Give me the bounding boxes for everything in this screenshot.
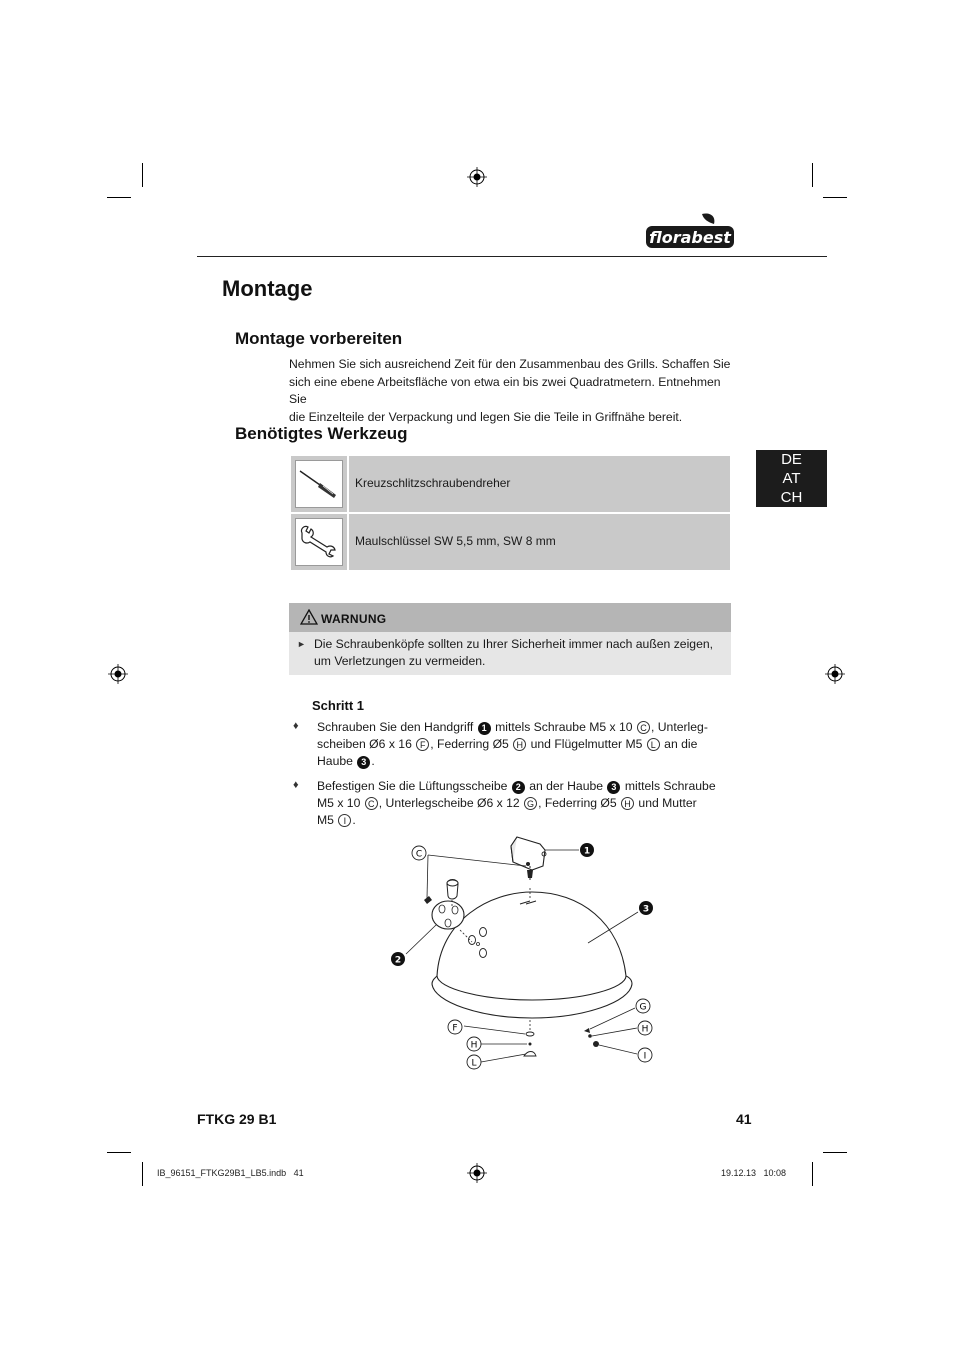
step-title: Schritt 1	[312, 698, 365, 713]
text-line: sich eine ebene Arbeitsfläche von etwa ein bis zwei Quadratmetern. Entnehmen Sie	[289, 374, 721, 406]
ref-badge: 2	[512, 781, 525, 794]
label-2	[391, 952, 405, 966]
tool-label: Kreuzschlitzschraubendreher	[355, 476, 511, 490]
text-segment: Haube	[317, 754, 353, 768]
ref-badge: 1	[478, 722, 491, 735]
screwdriver-icon	[296, 461, 342, 507]
tool-icon-frame	[295, 460, 343, 508]
svg-text:L: L	[471, 1058, 477, 1069]
warning-triangle-icon	[300, 609, 318, 625]
text-line: die Einzelteile der Verpackung und legen Sie die Teile in Griffnähe bereit.	[289, 409, 683, 424]
assembly-figure	[380, 830, 670, 1075]
text-segment: .	[352, 813, 356, 827]
label-3	[639, 901, 653, 915]
page-title: Montage	[222, 276, 313, 301]
text-segment: mittels Schraube	[624, 779, 716, 793]
text-segment: , Federring Ø5	[538, 796, 617, 810]
ref-letter: H	[621, 797, 634, 810]
tool-row	[291, 514, 730, 570]
label-i	[638, 1048, 652, 1062]
crop-mark	[812, 1162, 813, 1186]
warning-header	[289, 603, 731, 632]
lang-ch: CH	[780, 489, 803, 506]
registration-mark-icon	[825, 664, 845, 684]
svg-text:2: 2	[394, 955, 402, 966]
ref-letter: F	[416, 738, 429, 751]
text-line	[317, 795, 727, 812]
ref-badge: 3	[607, 781, 620, 794]
text-segment: und Mutter	[638, 796, 697, 810]
text-segment: mittels Schraube M5 x 10	[495, 720, 633, 734]
text-line: Nehmen Sie sich ausreichend Zeit für den Zusammenbau des Grills. Schaffen Sie	[289, 357, 731, 371]
bullet-icon: ♦	[293, 779, 299, 791]
ref-letter: H	[513, 738, 526, 751]
text-segment: M5	[317, 813, 334, 827]
svg-text:G: G	[639, 1002, 647, 1013]
label-h	[638, 1021, 652, 1035]
ref-letter: G	[524, 797, 537, 810]
lid-rim-inner	[437, 976, 626, 1000]
text-segment: , Unterlegscheibe Ø6 x 12	[378, 796, 520, 810]
crop-mark	[823, 197, 847, 198]
lang-at: AT	[782, 470, 801, 487]
page-number: 41	[736, 1111, 752, 1127]
text-line	[317, 736, 727, 753]
warning-text	[314, 636, 724, 670]
label-h	[467, 1037, 481, 1051]
tool-divider	[347, 514, 349, 570]
arrow-bullet-icon: ►	[297, 639, 306, 649]
registration-mark-icon	[467, 167, 487, 187]
svg-text:I: I	[643, 1051, 647, 1062]
text-segment: scheiben Ø6 x 16	[317, 737, 412, 751]
crop-mark	[812, 163, 813, 187]
language-tab	[756, 450, 827, 507]
vent-hole	[480, 928, 487, 937]
crop-mark	[107, 197, 131, 198]
label-1	[580, 843, 594, 857]
ref-letter: C	[365, 797, 378, 810]
step-instruction	[317, 719, 727, 770]
text-line	[317, 753, 727, 770]
screw-hole	[477, 943, 480, 946]
wrench-icon	[296, 519, 342, 565]
header-rule	[197, 256, 827, 257]
lid-dome	[437, 892, 626, 976]
svg-text:3: 3	[642, 904, 650, 915]
label-f	[448, 1020, 462, 1034]
vent-hole	[480, 949, 487, 958]
registration-mark-icon	[467, 1163, 487, 1183]
svg-text:H: H	[470, 1040, 478, 1051]
print-slug-file: IB_96151_FTKG29B1_LB5.indb 41	[157, 1168, 304, 1178]
crop-mark	[107, 1152, 131, 1153]
tool-icon-frame	[295, 518, 343, 566]
section-heading-prepare: Montage vorbereiten	[235, 329, 403, 348]
text-line: Die Schraubenköpfe sollten zu Ihrer Sicherheit immer nach außen zeigen,	[314, 637, 714, 651]
svg-text:1: 1	[583, 846, 591, 857]
svg-text:C: C	[415, 849, 423, 860]
svg-text:H: H	[641, 1024, 649, 1035]
crop-mark	[823, 1152, 847, 1153]
crop-mark	[142, 1162, 143, 1186]
ref-letter: I	[338, 814, 351, 827]
footer-model: FTKG 29 B1	[197, 1111, 277, 1127]
text-segment: M5 x 10	[317, 796, 361, 810]
tool-label: Maulschlüssel SW 5,5 mm, SW 8 mm	[355, 534, 556, 548]
text-segment: , Unterleg-	[650, 720, 708, 734]
text-segment: Befestigen Sie die Lüftungsscheibe	[317, 779, 508, 793]
bullet-icon: ♦	[293, 720, 299, 732]
registration-mark-icon	[108, 664, 128, 684]
crop-mark	[142, 163, 143, 187]
text-line: um Verletzungen zu vermeiden.	[314, 654, 486, 668]
print-slug-datetime: 19.12.13 10:08	[721, 1168, 787, 1178]
text-segment: an die	[664, 737, 698, 751]
logo-text: florabest	[649, 228, 731, 247]
section-heading-tools: Benötigtes Werkzeug	[235, 424, 408, 443]
step-instruction	[317, 778, 727, 829]
lid-rim-outer	[432, 976, 632, 1018]
svg-text:F: F	[452, 1023, 458, 1034]
ref-badge: 3	[357, 756, 370, 769]
text-segment: an der Haube	[529, 779, 604, 793]
tool-row	[291, 456, 730, 512]
label-g	[636, 999, 650, 1013]
tool-divider	[347, 456, 349, 512]
warning-body	[289, 632, 731, 675]
florabest-logo	[644, 212, 736, 250]
text-segment: und Flügelmutter M5	[530, 737, 643, 751]
text-line	[317, 719, 727, 736]
label-l	[467, 1055, 481, 1069]
ref-letter: L	[647, 738, 660, 751]
text-line	[317, 778, 727, 795]
vent-disk	[432, 901, 464, 929]
text-segment: Schrauben Sie den Handgriff	[317, 720, 474, 734]
warning-title: WARNUNG	[321, 612, 387, 626]
prepare-paragraph	[289, 356, 739, 426]
label-c	[412, 846, 426, 860]
text-line	[317, 812, 727, 829]
text-segment: , Federring Ø5	[430, 737, 509, 751]
lang-de: DE	[781, 451, 802, 468]
ref-letter: C	[637, 721, 650, 734]
text-segment: .	[371, 754, 375, 768]
